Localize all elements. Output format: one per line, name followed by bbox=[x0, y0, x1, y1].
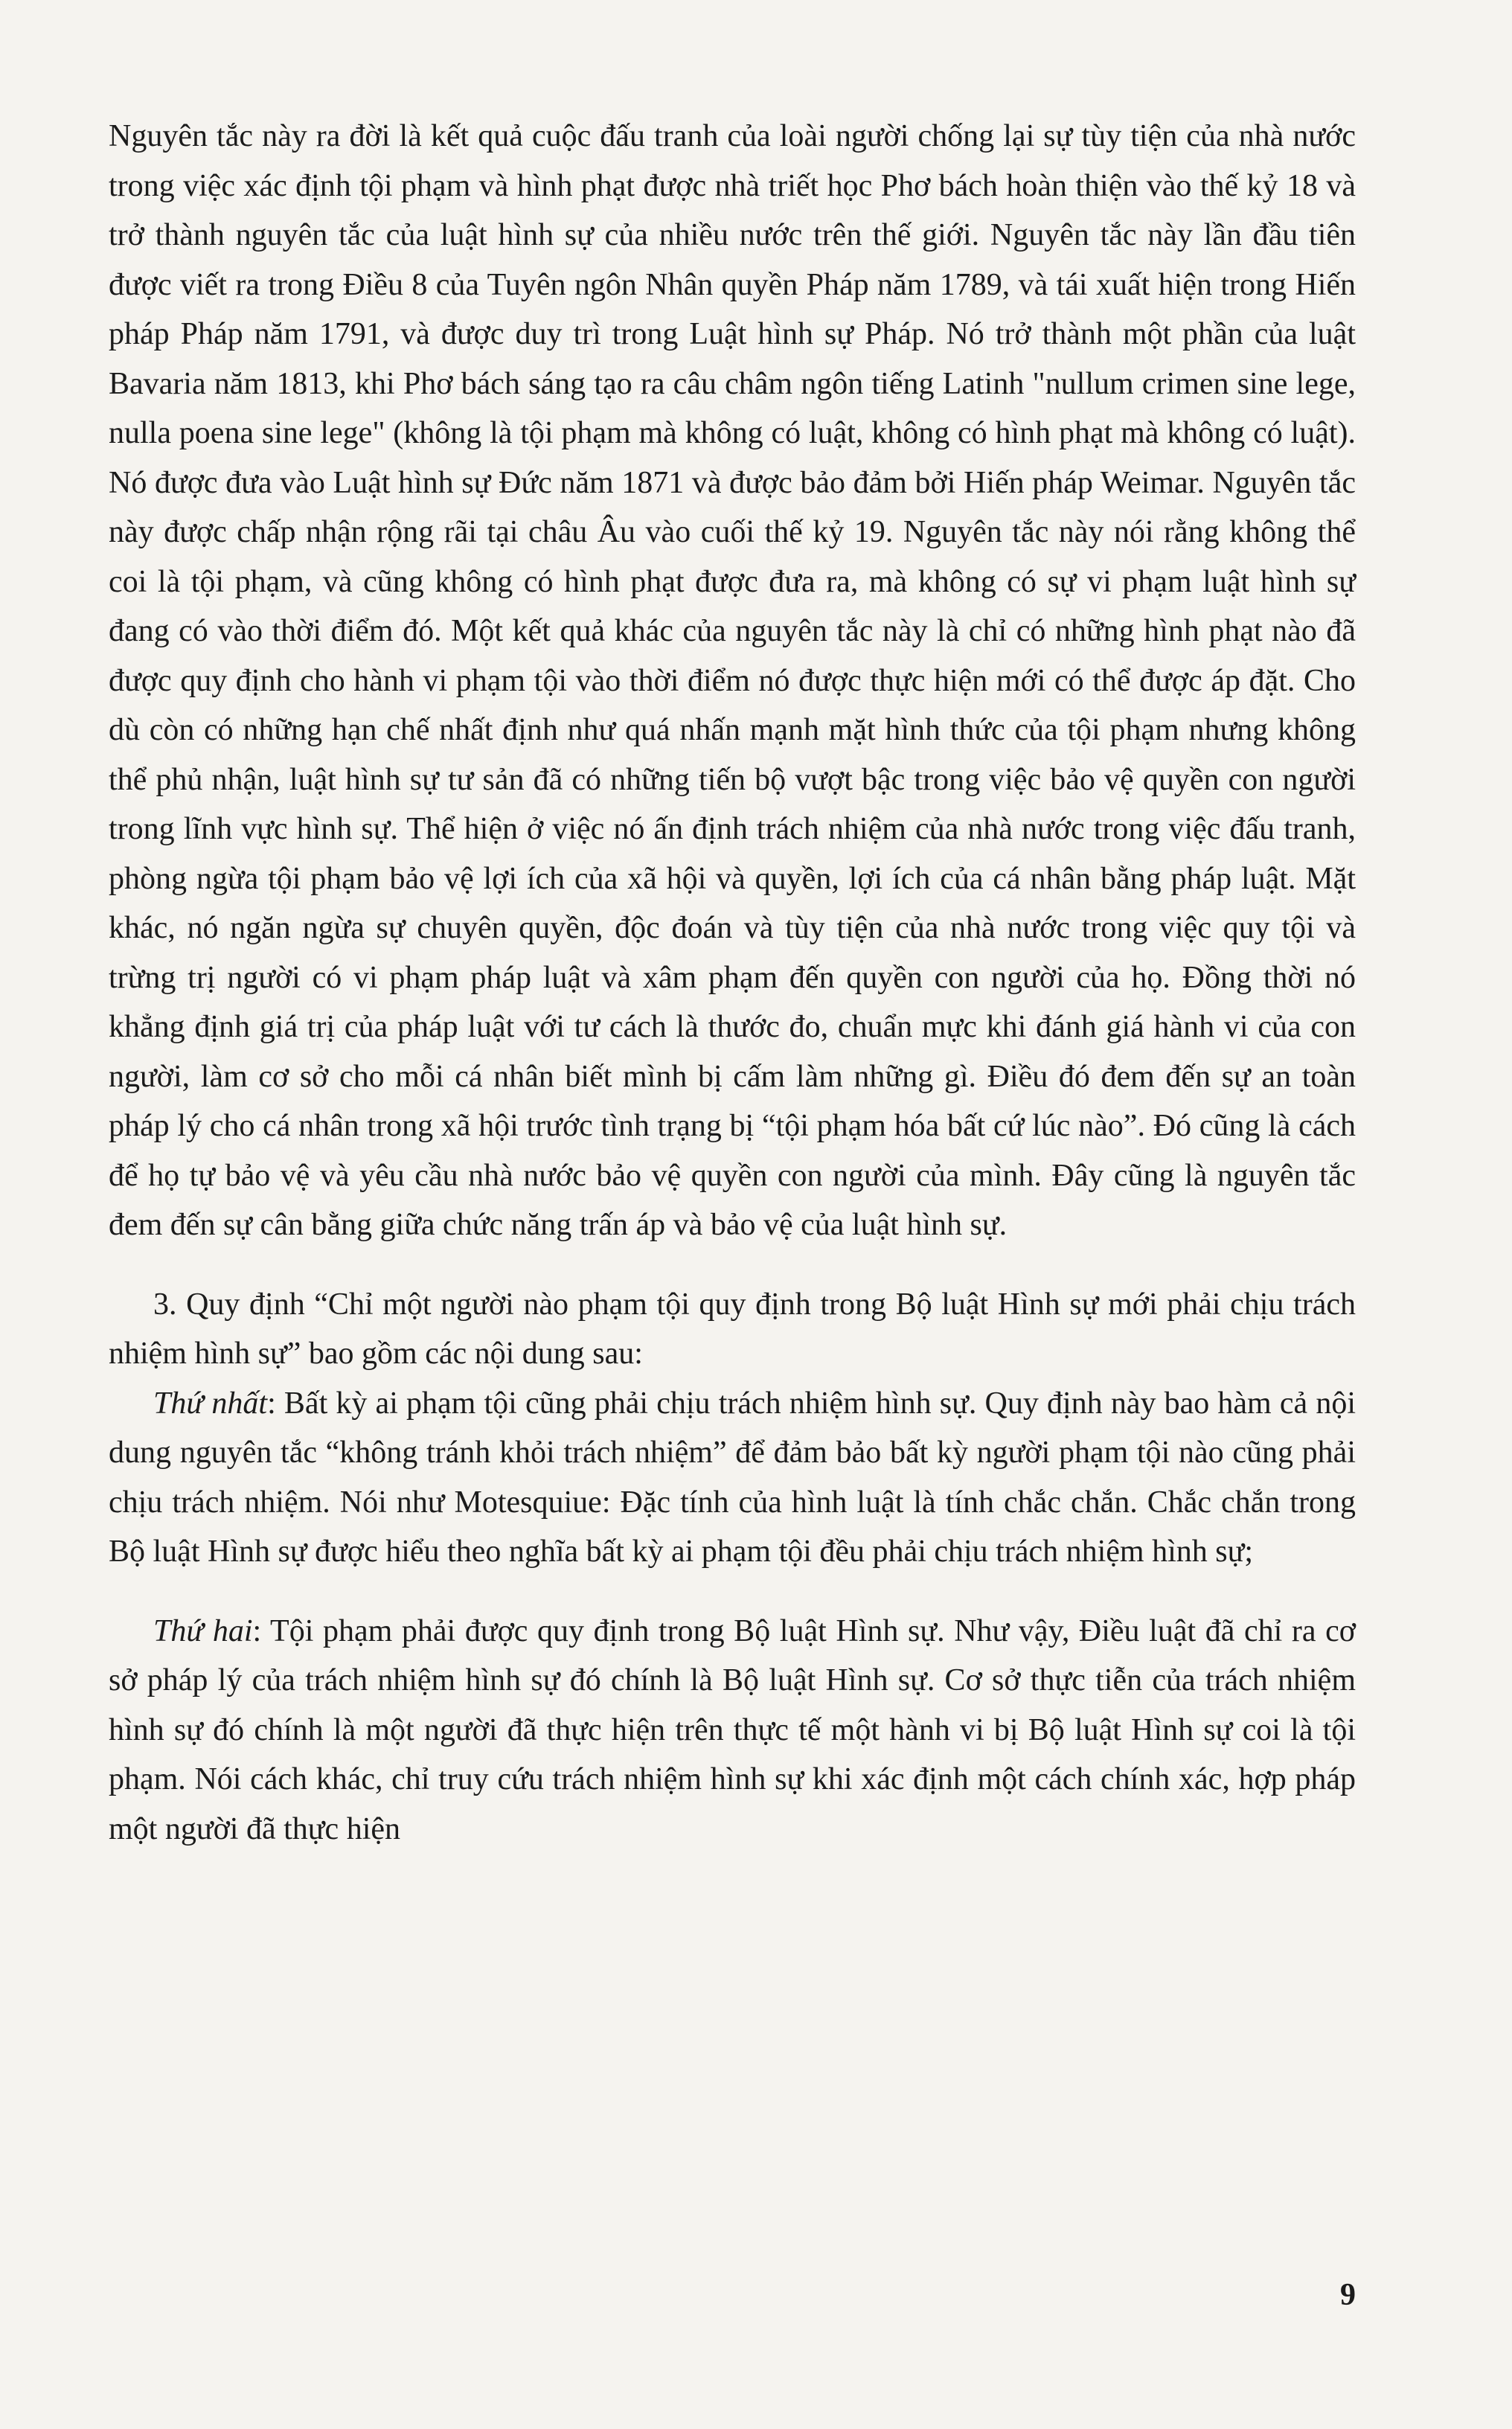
paragraph-first-point bbox=[109, 1379, 1356, 1577]
second-point-lead: Thứ hai bbox=[153, 1613, 253, 1648]
first-point-text: : Bất kỳ ai phạm tội cũng phải chịu trách nhiệm hình sự. Quy định này bao hàm cả nội dung nguyên tắc “không tránh khỏi trách nhiệm” để đảm bảo bất kỳ người phạm tội nào cũng phải chịu trách nhiệm. Nói như Motesquiue: Đặc tính của hình luật là tính chắc chắn. Chắc chắn trong Bộ luật Hình sự được hiểu theo nghĩa bất kỳ ai phạm tội đều phải chịu trách nhiệm hình sự; bbox=[109, 1386, 1356, 1569]
paragraph-item-3: 3. Quy định “Chỉ một người nào phạm tội quy định trong Bộ luật Hình sự mới phải chịu trách nhiệm hình sự” bao gồm các nội dung sau: bbox=[109, 1287, 1356, 1371]
paragraph-second-point bbox=[109, 1607, 1356, 1854]
second-point-text: : Tội phạm phải được quy định trong Bộ luật Hình sự. Như vậy, Điều luật đã chỉ ra cơ sở pháp lý của trách nhiệm hình sự đó chính là Bộ luật Hình sự. Cơ sở thực tiễn của trách nhiệm hình sự đó chính là một người đã thực hiện trên thực tế một hành vi bị Bộ luật Hình sự coi là tội phạm. Nói cách khác, chỉ truy cứu trách nhiệm hình sự khi xác định một cách chính xác, hợp pháp một người đã thực hiện bbox=[109, 1613, 1356, 1846]
body-text bbox=[109, 112, 1356, 1854]
first-point-lead: Thứ nhất bbox=[153, 1386, 268, 1421]
page-number: 9 bbox=[1340, 2278, 1356, 2312]
paragraph-history: Nguyên tắc này ra đời là kết quả cuộc đấu tranh của loài người chống lại sự tùy tiện của nhà nước trong việc xác định tội phạm và hình phạt được nhà triết học Phơ bách hoàn thiện vào thế kỷ 18 và trở thành nguyên tắc của luật hình sự của nhiều nước trên thế giới. Nguyên tắc này lần đầu tiên được viết ra trong Điều 8 của Tuyên ngôn Nhân quyền Pháp năm 1789, và tái xuất hiện trong Hiến pháp Pháp năm 1791, và được duy trì trong Luật hình sự Pháp. Nó trở thành một phần của luật Bavaria năm 1813, khi Phơ bách sáng tạo ra câu châm ngôn tiếng Latinh "nullum crimen sine lege, nulla poena sine lege" (không là tội phạm mà không có luật, không có hình phạt mà không có luật). Nó được đưa vào Luật hình sự Đức năm 1871 và được bảo đảm bởi Hiến pháp Weimar. Nguyên tắc này được chấp nhận rộng rãi tại châu Âu vào cuối thế kỷ 19. Nguyên tắc này nói rằng không thể coi là tội phạm, và cũng không có hình phạt được đưa ra, mà không có sự vi phạm luật hình sự đang có vào thời điểm đó. Một kết quả khác của nguyên tắc này là chỉ có những hình phạt nào đã được quy định cho hành vi phạm tội vào thời điểm nó được thực hiện mới có thể được áp đặt. Cho dù còn có những hạn chế nhất định như quá nhấn mạnh mặt hình thức của tội phạm nhưng không thể phủ nhận, luật hình sự tư sản đã có những tiến bộ vượt bậc trong việc bảo vệ quyền con người trong lĩnh vực hình sự. Thể hiện ở việc nó ấn định trách nhiệm của nhà nước trong việc đấu tranh, phòng ngừa tội phạm bảo vệ lợi ích của xã hội và quyền, lợi ích của cá nhân bằng pháp luật. Mặt khác, nó ngăn ngừa sự chuyên quyền, độc đoán và tùy tiện của nhà nước trong việc quy tội và trừng trị người có vi phạm pháp luật và xâm phạm đến quyền con người của họ. Đồng thời nó khẳng định giá trị của pháp luật với tư cách là thước đo, chuẩn mực khi đánh giá hành vi của con người, làm cơ sở cho mỗi cá nhân biết mình bị cấm làm những gì. Điều đó đem đến sự an toàn pháp lý cho cá nhân trong xã hội trước tình trạng bị “tội phạm hóa bất cứ lúc nào”. Đó cũng là cách để họ tự bảo vệ và yêu cầu nhà nước bảo vệ quyền con người của mình. Đây cũng là nguyên tắc đem đến sự cân bằng giữa chức năng trấn áp và bảo vệ của luật hình sự. bbox=[109, 119, 1356, 1242]
